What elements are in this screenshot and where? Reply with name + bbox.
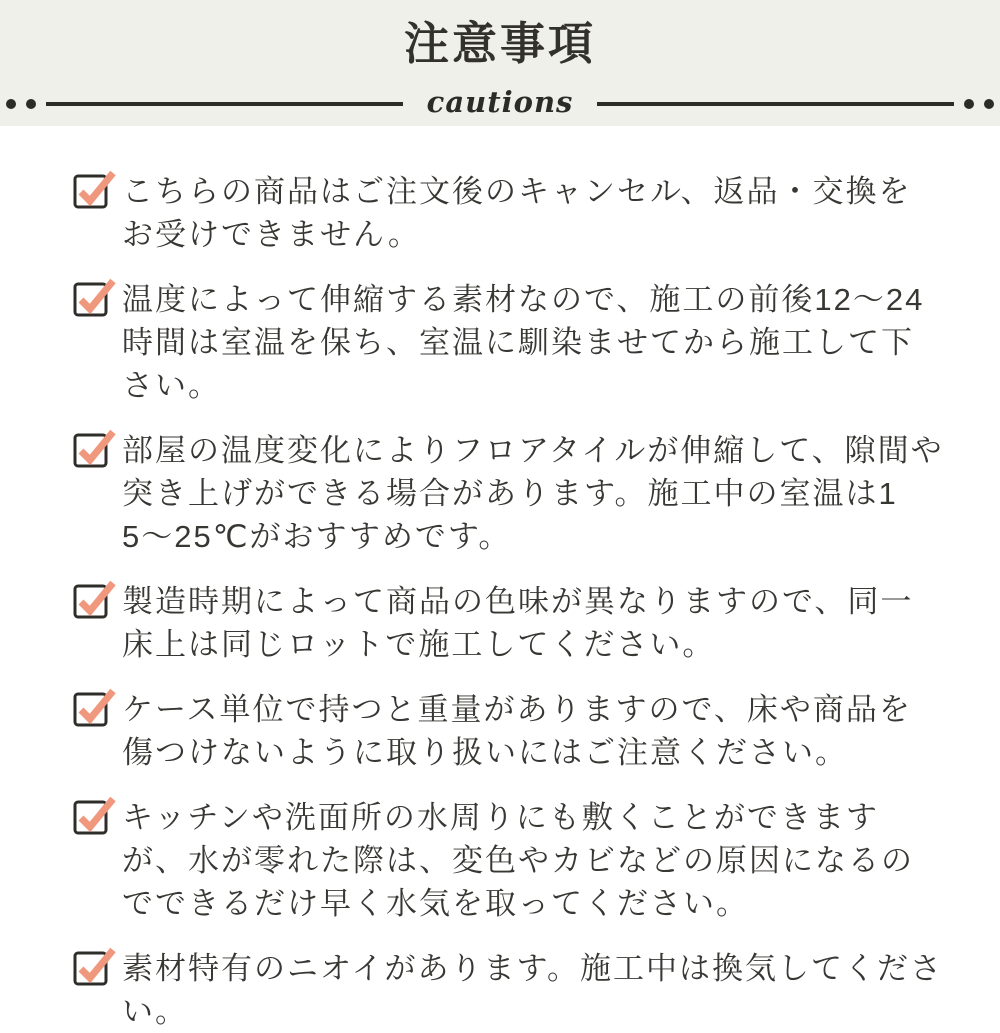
checked-checkbox-icon xyxy=(72,426,118,472)
section-header xyxy=(0,0,1000,126)
caution-item xyxy=(76,170,944,256)
checked-checkbox-icon xyxy=(72,167,118,213)
checked-checkbox-icon xyxy=(72,577,118,623)
decorative-divider xyxy=(0,85,1000,123)
checked-checkbox-icon xyxy=(72,275,118,321)
divider-line xyxy=(597,102,954,106)
caution-item-text: ケース単位で持つと重量がありますので、床や商品を傷つけないように取り扱いにはご注意ください。 xyxy=(122,692,912,770)
caution-item-text: 部屋の温度変化によりフロアタイルが伸縮して、隙間や突き上げができる場合があります。施工中の室温は15〜25℃がおすすめです。 xyxy=(122,433,944,554)
checked-checkbox-icon xyxy=(72,685,118,731)
caution-item xyxy=(76,947,944,1033)
caution-item xyxy=(76,278,944,407)
caution-list xyxy=(76,170,944,1033)
checked-checkbox-icon xyxy=(72,793,118,839)
page-title: 注意事項 xyxy=(403,18,596,69)
divider-dot xyxy=(984,99,994,109)
caution-item-text: 製造時期によって商品の色味が異なりますので、同一床上は同じロットで施工してください。 xyxy=(122,584,914,662)
checked-checkbox-icon xyxy=(72,944,118,990)
divider-dot xyxy=(964,99,974,109)
caution-item-text: こちらの商品はご注文後のキャンセル、返品・交換をお受けできません。 xyxy=(122,174,912,252)
caution-item xyxy=(76,429,944,558)
caution-item-text: 素材特有のニオイがあります。施工中は換気してください。 xyxy=(122,951,943,1029)
caution-item-text: 温度によって伸縮する素材なので、施工の前後12〜24時間は室温を保ち、室温に馴染ませてから施工して下さい。 xyxy=(122,282,925,403)
divider-line xyxy=(46,102,403,106)
caution-item xyxy=(76,688,944,774)
divider-dot xyxy=(26,99,36,109)
divider-dot xyxy=(6,99,16,109)
caution-item xyxy=(76,580,944,666)
caution-item xyxy=(76,796,944,925)
caution-item-text: キッチンや洗面所の水周りにも敷くことができますが、水が零れた際は、変色やカビなどの原因になるのでできるだけ早く水気を取ってください。 xyxy=(122,800,914,921)
section-subtitle: cautions xyxy=(426,85,574,119)
